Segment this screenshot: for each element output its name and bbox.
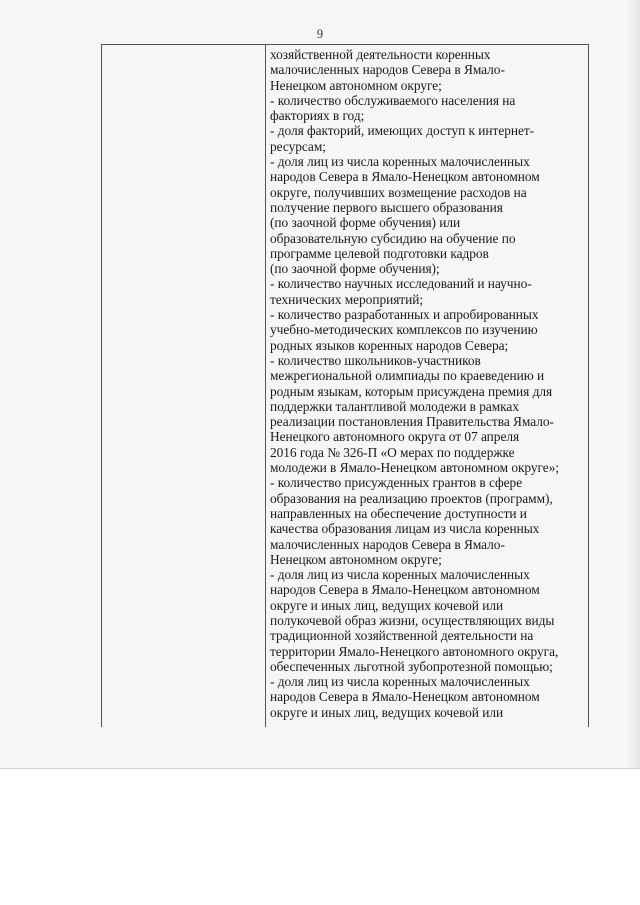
document-table [101,44,589,727]
table-text-line: реализации постановления Правительства Ямало- [270,414,554,430]
table-right-cell [270,47,588,720]
table-text-line: родных языков коренных народов Севера; [270,337,509,353]
table-text-line: факториях в год; [270,108,365,124]
table-text-line: обеспеченных льготной зубопротезной помощью; [270,658,553,674]
table-text-line: округе, получивших возмещение расходов на [270,184,527,200]
table-text-line: традиционной хозяйственной деятельности на [270,628,534,644]
table-text-line: программе целевой подготовки кадров [270,245,489,261]
table-text-line: качества образования лицам из числа коренных [270,521,540,537]
table-text-line: 2016 года № 326-П «О мерах по поддержке [270,444,515,460]
table-text-line: технических мероприятий; [270,291,424,307]
table-text-line: - доля факторий, имеющих доступ к интернет- [270,123,535,139]
table-text-line: - количество присужденных грантов в сфере [270,475,523,491]
table-text-line: Ненецком автономном округе; [270,551,442,567]
table-left-cell [102,45,265,727]
table-text-line: - доля лиц из числа коренных малочисленных [270,674,530,690]
table-text-line: округе и иных лиц, ведущих кочевой или [270,704,504,720]
table-column-divider [265,45,266,727]
table-text-line: межрегиональной олимпиады по краеведению и [270,368,545,384]
table-text-line: - количество обслуживаемого населения на [270,92,516,108]
table-text-line: полукочевой образ жизни, осуществляющих виды [270,612,555,628]
table-text-line: (по заочной форме обучения) или [270,215,461,231]
table-text-line: Ненецком автономном округе; [270,77,442,93]
table-text-line: образовательную субсидию на обучение по [270,230,516,246]
table-text-line: - доля лиц из числа коренных малочисленных [270,567,530,583]
table-text-line: малочисленных народов Севера в Ямало- [270,536,505,552]
table-text-line: народов Севера в Ямало-Ненецком автономном [270,689,540,705]
table-text-line: хозяйственной деятельности коренных [270,47,491,62]
table-text-line: родным языкам, которым присуждена премия для [270,383,553,399]
table-text-line: поддержки талантливой молодежи в рамках [270,398,519,414]
table-text-line: - доля лиц из числа коренных малочисленных [270,154,530,170]
table-text-line: образования на реализацию проектов (программ), [270,490,553,506]
table-text-line: ресурсам; [270,138,326,154]
table-text-line: (по заочной форме обучения); [270,261,440,277]
table-text-line: направленных на обеспечение доступности и [270,505,527,521]
page-edge-shadow [626,0,640,768]
table-text-line: учебно-методических комплексов по изучению [270,322,538,338]
table-text-line: малочисленных народов Севера в Ямало- [270,62,505,78]
table-text-line: округе и иных лиц, ведущих кочевой или [270,597,504,613]
table-text-line: народов Севера в Ямало-Ненецком автономном [270,169,540,185]
table-text-line: народов Севера в Ямало-Ненецком автономном [270,582,540,598]
page-number: 9 [316,27,324,41]
table-text-line: получение первого высшего образования [270,199,503,215]
table-text-line: - количество школьников-участников [270,352,481,368]
table-text-line: - количество разработанных и апробированных [270,307,539,323]
table-text-line: Ненецкого автономного округа от 07 апреля [270,429,520,445]
table-text-line: - количество научных исследований и научно- [270,276,532,292]
table-text-line: территории Ямало-Ненецкого автономного округа, [270,643,559,659]
table-text-line: молодежи в Ямало-Ненецком автономном округе»; [270,460,560,476]
